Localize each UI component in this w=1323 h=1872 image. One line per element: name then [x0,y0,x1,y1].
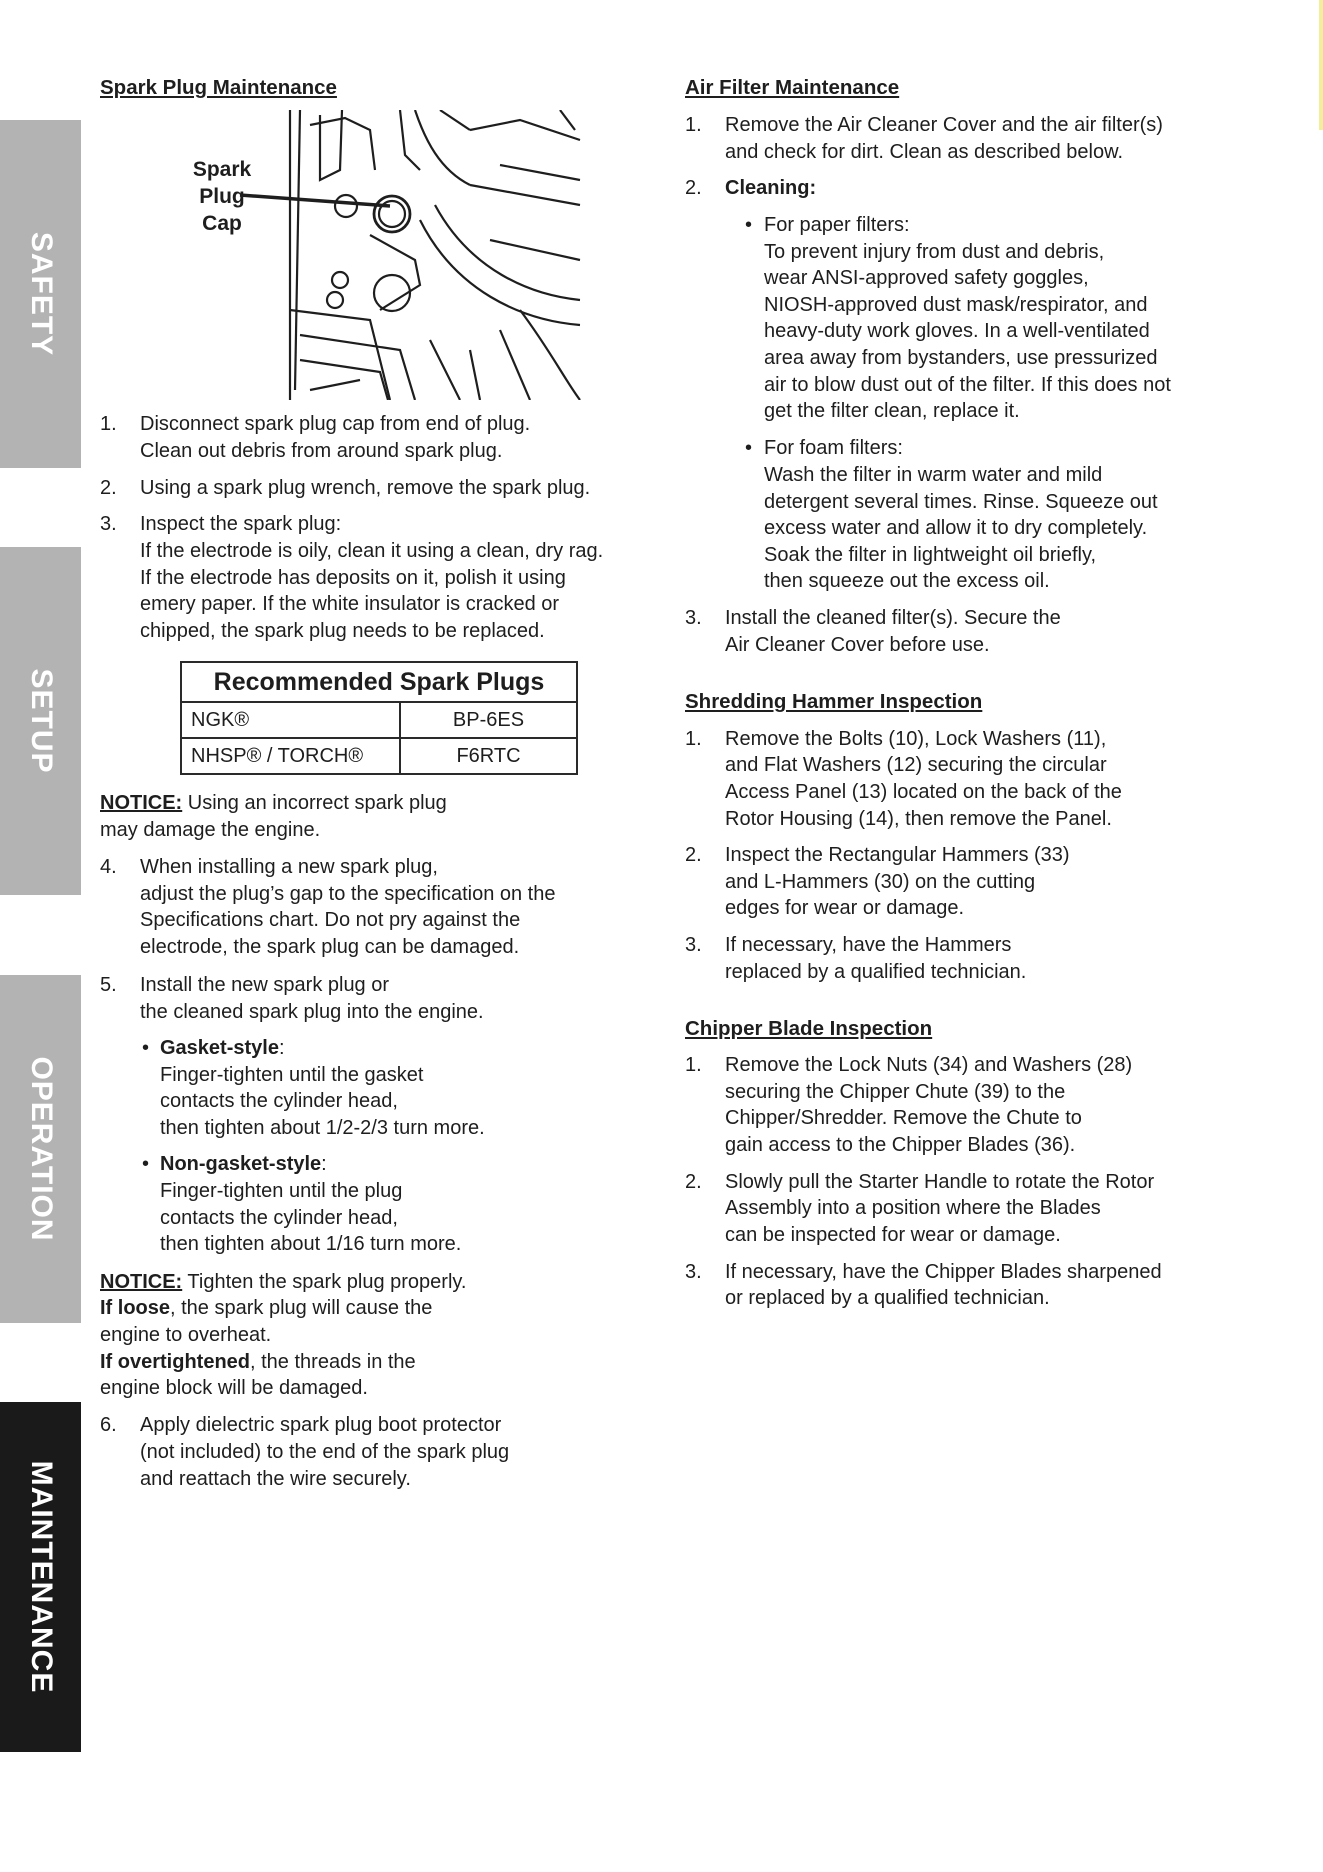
bullet: • [745,214,753,236]
step-number: 3. [685,934,702,956]
step6-line: and reattach the wire securely. [140,1468,411,1490]
shred3-line: replaced by a qualified technician. [725,961,1027,983]
paper-line: To prevent injury from dust and debris, [764,241,1105,263]
step4-line: adjust the plug’s gap to the specification on the [140,883,556,905]
foam-line: detergent several times. Rinse. Squeeze out [764,491,1158,513]
chip2-line: can be inspected for wear or damage. [725,1224,1061,1246]
nongasket-line: then tighten about 1/16 turn more. [160,1233,462,1255]
shred2-line: edges for wear or damage. [725,897,965,919]
foam-line: Soak the filter in lightweight oil briefly, [764,544,1097,566]
colon: : [321,1153,327,1175]
tab-setup [0,547,81,895]
chip1-line: securing the Chipper Chute (39) to the [725,1081,1066,1103]
step-number: 1. [685,728,702,750]
foam-line: Wash the filter in warm water and mild [764,464,1103,486]
air3-line: Air Cleaner Cover before use. [725,634,990,656]
chip1-line: gain access to the Chipper Blades (36). [725,1134,1076,1156]
step6-line: Apply dielectric spark plug boot protector [140,1414,502,1436]
chip1-line: Chipper/Shredder. Remove the Chute to [725,1107,1082,1129]
step-number: 5. [100,974,117,996]
step-number: 2. [685,844,702,866]
step-number: 2. [100,477,117,499]
shred1-line: Remove the Bolts (10), Lock Washers (11), [725,728,1107,750]
chipper-blade-heading: Chipper Blade Inspection [685,1017,933,1040]
step1-line: Disconnect spark plug cap from end of plug. [140,413,531,435]
notice-text: Using an incorrect spark plug [187,792,447,814]
loose-label: If loose [100,1297,171,1319]
step4-line: Specifications chart. Do not pry against the [140,909,521,931]
step3-line: emery paper. If the white insulator is cracked or [140,593,560,615]
step5-line: Install the new spark plug or [140,974,390,996]
table-row [181,702,577,738]
step4-line: When installing a new spark plug, [140,856,438,878]
tab-maintenance [0,1402,81,1752]
nongasket-style-heading [160,1153,327,1176]
chip2-line: Assembly into a position where the Blades [725,1197,1101,1219]
loose-line-2: engine to overheat. [100,1324,272,1346]
paper-line: get the filter clean, replace it. [764,400,1020,422]
paper-label: For paper filters: [764,214,910,236]
notice-text: Tighten the spark plug properly. [187,1271,467,1293]
step2-line: Using a spark plug wrench, remove the spark plug. [140,477,591,499]
foam-label: For foam filters: [764,437,903,459]
tab-operation [0,975,81,1323]
foam-line: then squeeze out the excess oil. [764,570,1050,592]
step3-line: chipped, the spark plug needs to be replaced. [140,620,545,642]
step-number: 1. [100,413,117,435]
table-cell-brand: NGK® [181,702,400,738]
page-edge-marker [1319,0,1323,130]
shred1-line: and Flat Washers (12) securing the circular [725,754,1107,776]
over-text: , the threads in the [250,1351,416,1373]
paper-line: air to blow dust out of the filter. If this does not [764,374,1171,396]
notice-2 [100,1271,466,1294]
step5-line: the cleaned spark plug into the engine. [140,1001,484,1023]
gasket-line: then tighten about 1/2-2/3 turn more. [160,1117,485,1139]
shred3-line: If necessary, have the Hammers [725,934,1012,956]
notice-1-line: may damage the engine. [100,819,321,841]
tab-safety [0,120,81,468]
notice-1 [100,792,447,815]
air-filter-heading: Air Filter Maintenance [685,76,900,99]
table-cell-model: BP-6ES [400,702,577,738]
spark-plug-illustration [170,110,590,400]
paper-line: wear ANSI-approved safety goggles, [764,267,1089,289]
step-number: 2. [685,1171,702,1193]
tab-maintenance-label: MAINTENANCE [24,1460,58,1694]
recommended-spark-plugs-table [180,661,578,775]
nongasket-style-label: Non-gasket-style [160,1153,322,1175]
gasket-line: contacts the cylinder head, [160,1090,398,1112]
gasket-style-label: Gasket-style [160,1037,279,1059]
shred2-line: and L-Hammers (30) on the cutting [725,871,1036,893]
step-number: 1. [685,114,702,136]
step3-line: Inspect the spark plug: [140,513,342,535]
engine-drawing [170,110,590,400]
step4-line: electrode, the spark plug can be damaged. [140,936,520,958]
gasket-style-heading [160,1037,285,1060]
notice-label: NOTICE: [100,1271,183,1293]
step-number: 3. [685,607,702,629]
shred1-line: Access Panel (13) located on the back of the [725,781,1122,803]
step-number: 1. [685,1054,702,1076]
table-row [181,738,577,774]
step-number: 6. [100,1414,117,1436]
shred2-line: Inspect the Rectangular Hammers (33) [725,844,1070,866]
step-number: 3. [685,1261,702,1283]
over-line [100,1351,416,1374]
step-number: 4. [100,856,117,878]
shredding-hammer-heading: Shredding Hammer Inspection [685,690,983,713]
loose-text: , the spark plug will cause the [170,1297,433,1319]
nongasket-line: Finger-tighten until the plug [160,1180,403,1202]
paper-line: heavy-duty work gloves. In a well-ventilated [764,320,1150,342]
bullet: • [142,1037,150,1059]
step6-line: (not included) to the end of the spark plug [140,1441,510,1463]
foam-line: excess water and allow it to dry completely. [764,517,1148,539]
step1-line: Clean out debris from around spark plug. [140,440,503,462]
tab-operation-label: OPERATION [24,1056,58,1242]
loose-line [100,1297,432,1320]
colon: : [278,1037,285,1059]
paper-line: area away from bystanders, use pressurized [764,347,1158,369]
chip3-line: or replaced by a qualified technician. [725,1287,1050,1309]
step-number: 3. [100,513,117,535]
air1-line: and check for dirt. Clean as described below. [725,141,1123,163]
table-title: Recommended Spark Plugs [181,662,577,702]
chip1-line: Remove the Lock Nuts (34) and Washers (28) [725,1054,1133,1076]
figure-label-line: Plug [199,185,245,208]
chip2-line: Slowly pull the Starter Handle to rotate the Rotor [725,1171,1155,1193]
figure-label-line: Spark [192,158,252,181]
table-header-row [181,662,577,702]
bullet: • [745,437,753,459]
step-number: 2. [685,177,702,199]
chip3-line: If necessary, have the Chipper Blades sharpened [725,1261,1162,1283]
table-cell-model: F6RTC [400,738,577,774]
figure-label-line: Cap [202,212,242,235]
nongasket-line: contacts the cylinder head, [160,1207,398,1229]
over-line-2: engine block will be damaged. [100,1377,368,1399]
spark-plug-heading: Spark Plug Maintenance [100,76,337,99]
air1-line: Remove the Air Cleaner Cover and the air filter(s) [725,114,1163,136]
tab-safety-label: SAFETY [24,231,58,357]
step3-line: If the electrode is oily, clean it using a clean, dry rag. [140,540,604,562]
air3-line: Install the cleaned filter(s). Secure the [725,607,1061,629]
step3-line: If the electrode has deposits on it, polish it using [140,567,566,589]
over-label: If overtightened [100,1351,251,1373]
cleaning-label: Cleaning: [725,177,817,199]
paper-line: NIOSH-approved dust mask/respirator, and [764,294,1148,316]
shred1-line: Rotor Housing (14), then remove the Panel. [725,808,1112,830]
gasket-line: Finger-tighten until the gasket [160,1064,424,1086]
notice-label: NOTICE: [100,792,183,814]
table-cell-brand: NHSP® / TORCH® [181,738,400,774]
tab-setup-label: SETUP [24,668,58,774]
bullet: • [142,1153,150,1175]
